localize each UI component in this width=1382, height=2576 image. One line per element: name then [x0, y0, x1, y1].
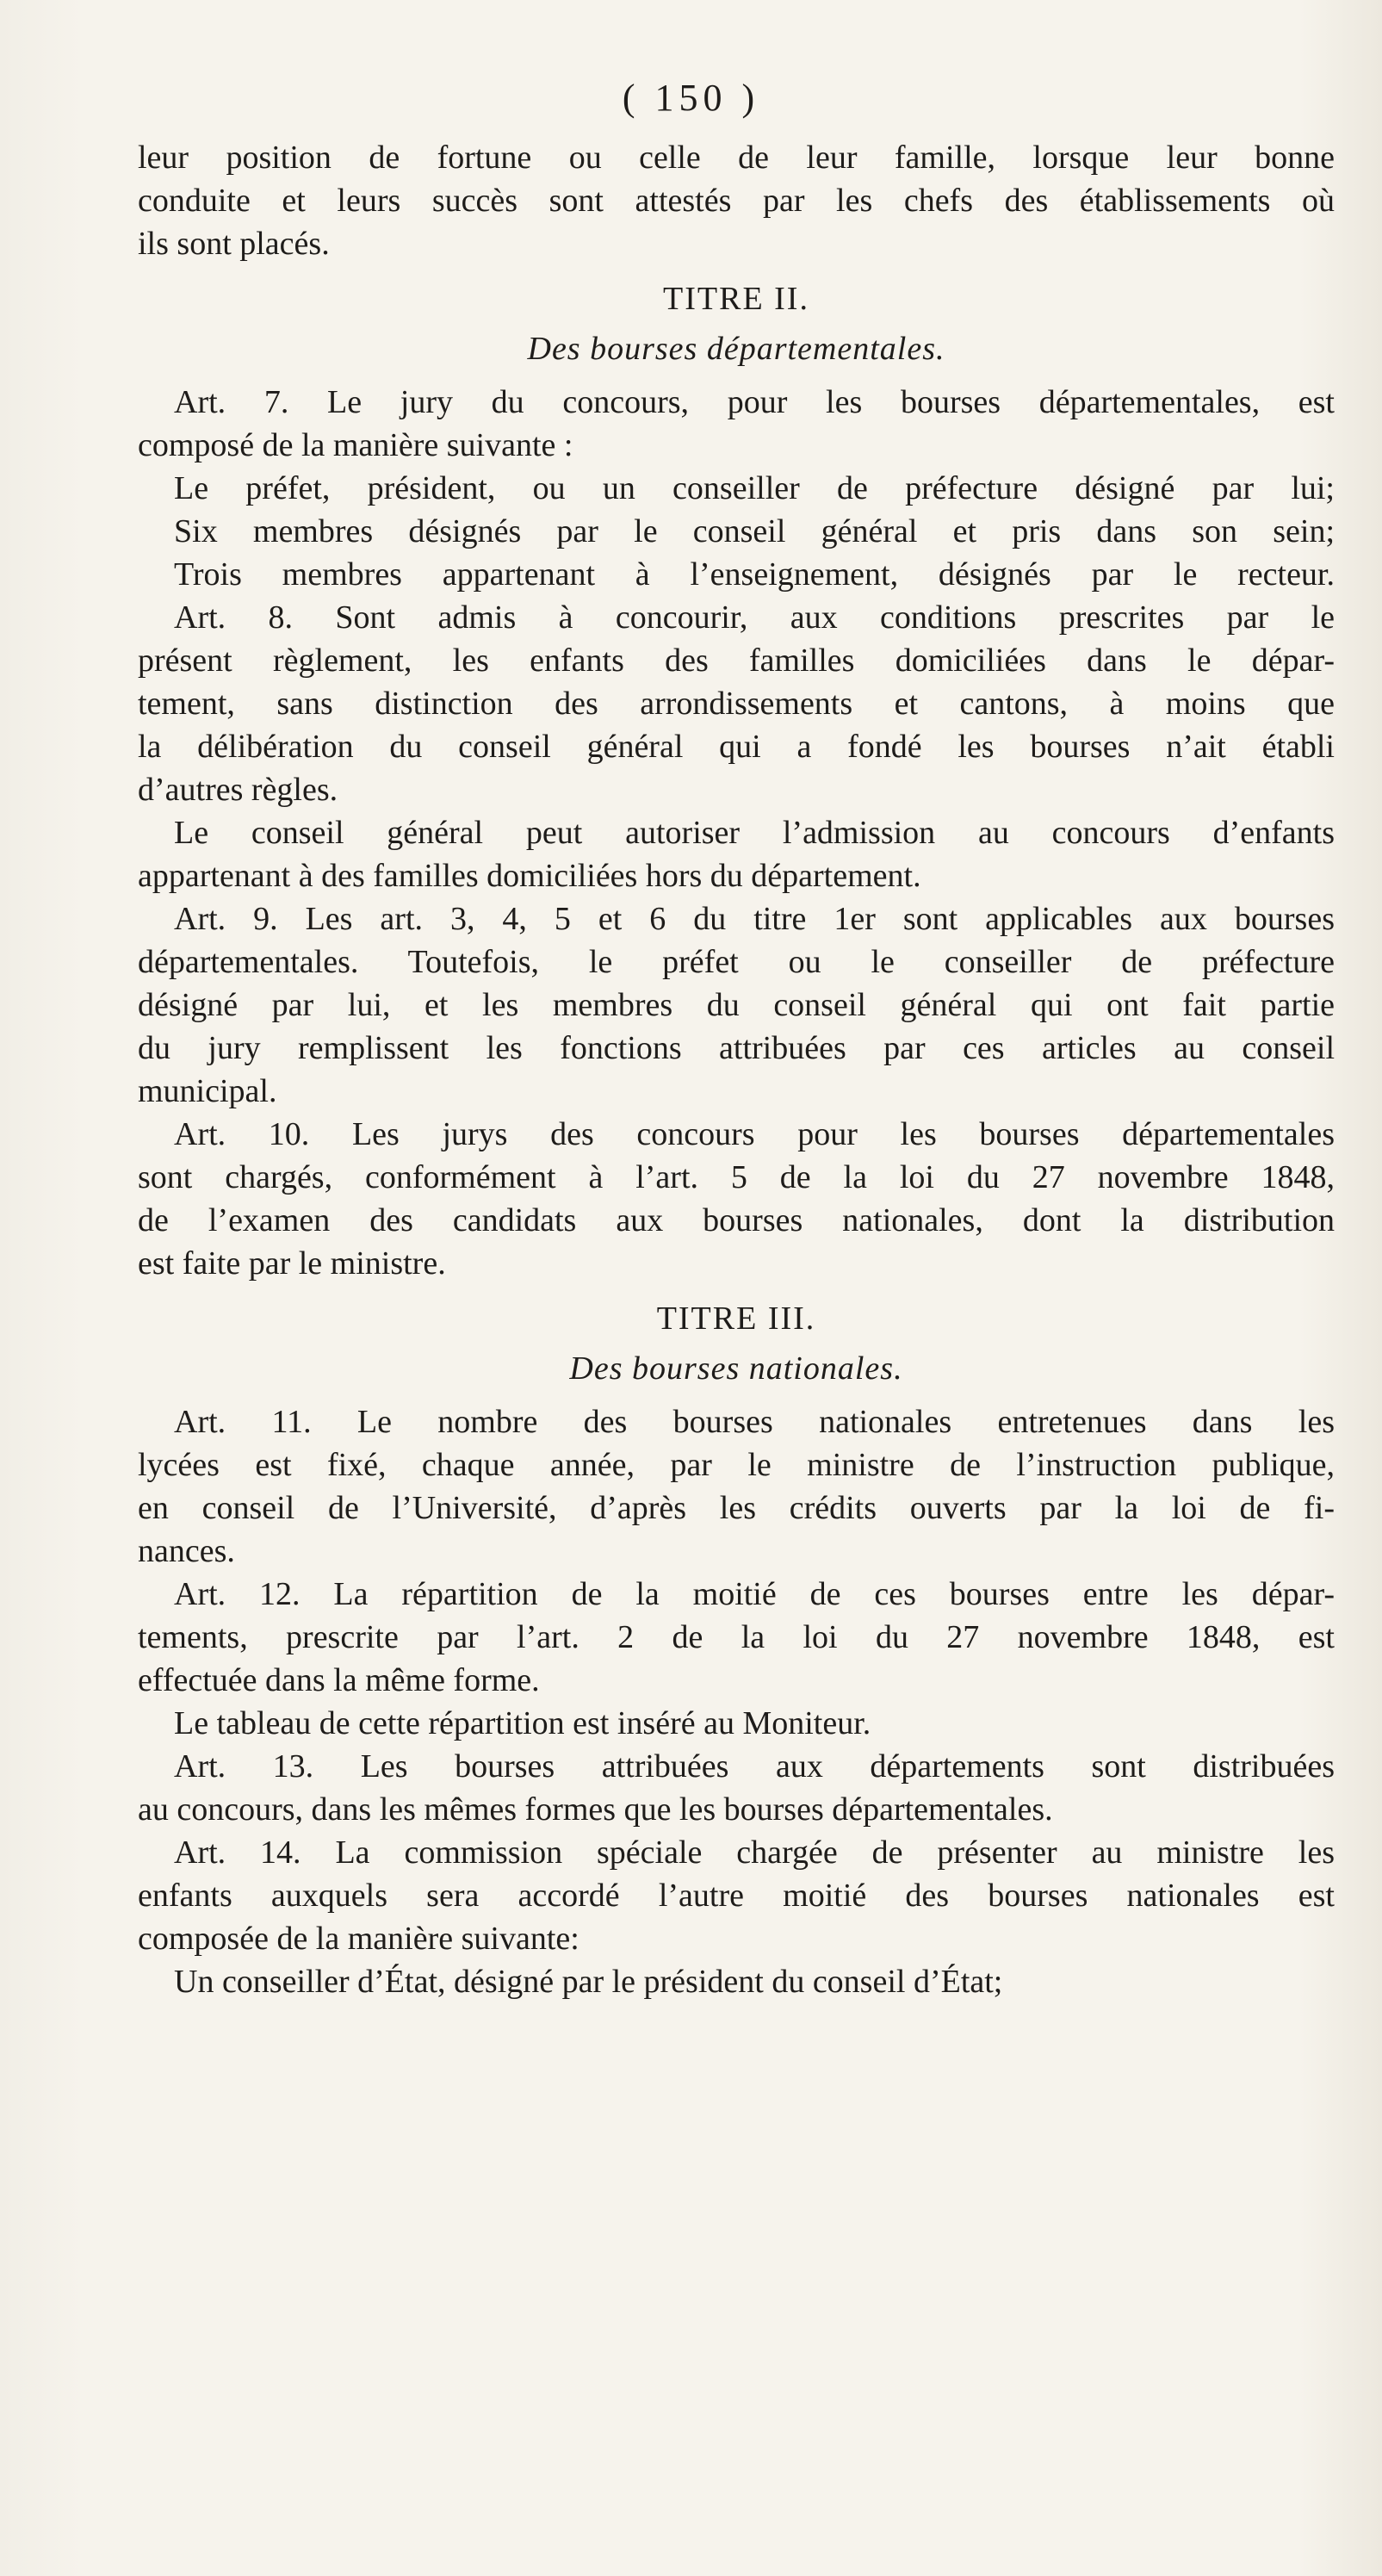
text-line: Art. 14. La commission spéciale chargée de présenter au ministre les — [174, 1834, 1335, 1871]
text-line: municipal. — [138, 1073, 277, 1109]
text-line: lycées est fixé, chaque année, par le ministre de l’instruction publique, — [138, 1447, 1335, 1483]
text-line: la délibération du conseil général qui a fondé les bourses n’ait établi — [138, 729, 1335, 765]
text-line: Un conseiller d’État, désigné par le président du conseil d’État; — [174, 1964, 1003, 2000]
text-line: Art. 11. Le nombre des bourses nationales entretenues dans les — [174, 1404, 1335, 1440]
text-line: départementales. Toutefois, le préfet ou le conseiller de préfecture — [138, 944, 1335, 980]
text-line: Art. 12. La répartition de la moitié de ces bourses entre les dépar- — [174, 1576, 1335, 1612]
text-line: Art. 8. Sont admis à concourir, aux conditions prescrites par le — [174, 599, 1335, 636]
text-line: Art. 9. Les art. 3, 4, 5 et 6 du titre 1er sont applicables aux bourses — [174, 901, 1335, 937]
text-line: Le tableau de cette répartition est inséré au Moniteur. — [174, 1705, 871, 1741]
text-line: leur position de fortune ou celle de leur famille, lorsque leur bonne — [138, 140, 1335, 176]
text-line: Le conseil général peut autoriser l’admission au concours d’enfants — [174, 815, 1335, 851]
text-line: du jury remplissent les fonctions attribuées par ces articles au conseil — [138, 1030, 1335, 1066]
section-title: TITRE III. — [656, 1300, 816, 1337]
text-line: est faite par le ministre. — [138, 1245, 446, 1282]
text-line: composé de la manière suivante : — [138, 427, 573, 463]
text-line: Art. 7. Le jury du concours, pour les bourses départementales, est — [174, 384, 1335, 420]
text-line: Art. 10. Les jurys des concours pour les bourses départementales — [174, 1116, 1335, 1152]
text-line: sont chargés, conformément à l’art. 5 de la loi du 27 novembre 1848, — [138, 1159, 1335, 1195]
text-line: d’autres règles. — [138, 772, 338, 808]
text-line: Art. 13. Les bourses attribuées aux départements sont distribuées — [174, 1748, 1335, 1785]
text-line: Le préfet, président, ou un conseiller de préfecture désigné par lui; — [174, 470, 1335, 506]
text-line: ils sont placés. — [138, 226, 330, 262]
text-line: enfants auxquels sera accordé l’autre moitié des bourses nationales est — [138, 1878, 1335, 1914]
text-body — [138, 136, 1335, 2003]
section-subtitle: Des bourses départementales. — [527, 331, 945, 367]
page-number: ( 150 ) — [622, 77, 760, 119]
text-line: composée de la manière suivante: — [138, 1921, 579, 1957]
text-line: effectuée dans la même forme. — [138, 1662, 540, 1698]
text-line: de l’examen des candidats aux bourses nationales, dont la distribution — [138, 1202, 1335, 1238]
text-line: nances. — [138, 1533, 235, 1569]
text-line: tements, prescrite par l’art. 2 de la loi du 27 novembre 1848, est — [138, 1619, 1335, 1655]
text-line: au concours, dans les mêmes formes que les bourses départementales. — [138, 1791, 1053, 1828]
section-subtitle: Des bourses nationales. — [569, 1350, 903, 1387]
section-title: TITRE II. — [663, 281, 809, 317]
text-line: désigné par lui, et les membres du conseil général qui ont fait partie — [138, 987, 1335, 1023]
text-line: Six membres désignés par le conseil général et pris dans son sein; — [174, 513, 1335, 549]
text-line: en conseil de l’Université, d’après les crédits ouverts par la loi de fi- — [138, 1490, 1335, 1526]
text-line: conduite et leurs succès sont attestés par les chefs des établissements où — [138, 183, 1335, 219]
text-line: présent règlement, les enfants des familles domiciliées dans le dépar- — [138, 642, 1335, 679]
text-line: Trois membres appartenant à l’enseignement, désignés par le recteur. — [174, 556, 1335, 593]
text-line: tement, sans distinction des arrondissements et cantons, à moins que — [138, 686, 1335, 722]
text-line: appartenant à des familles domiciliées hors du département. — [138, 858, 921, 894]
